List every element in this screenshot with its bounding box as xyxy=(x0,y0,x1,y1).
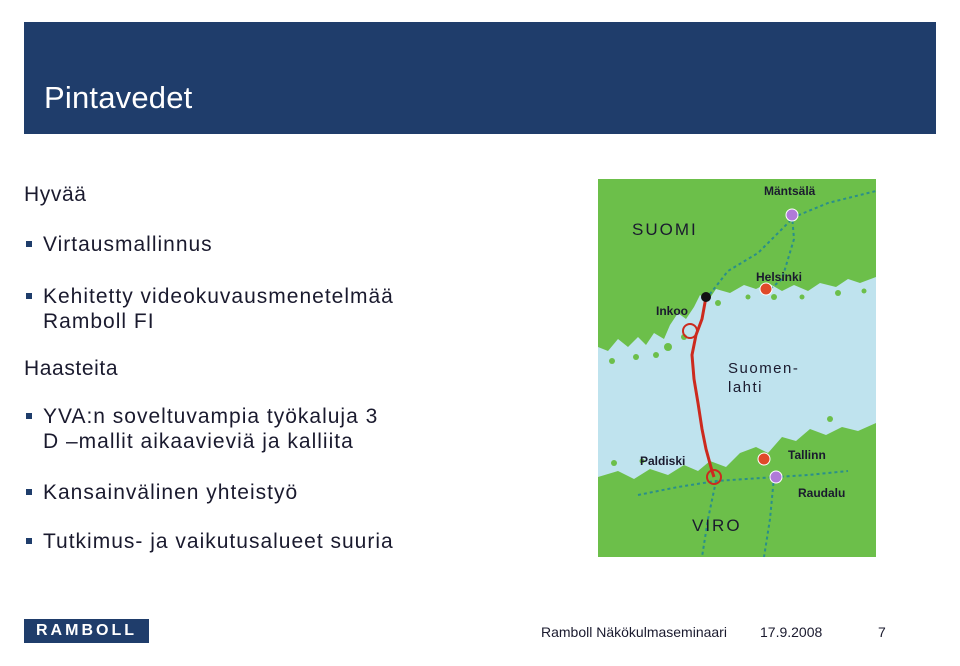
bullet-text: Kansainvälinen yhteistyö xyxy=(43,481,299,504)
marker-tallinn xyxy=(758,453,770,465)
slide-title: Pintavedet xyxy=(44,80,193,115)
bullet-text: Kehitetty videokuvausmenetelmää xyxy=(43,285,394,308)
map-label-suomi: SUOMI xyxy=(632,220,698,239)
footer-date: 17.9.2008 xyxy=(760,624,823,640)
map-label-suomenlahti-2: lahti xyxy=(728,379,764,396)
bullet-text: YVA:n soveltuvampia työkaluja 3 xyxy=(43,405,379,428)
bullet-large-areas xyxy=(24,529,394,554)
section-heading-challenges: Haasteita xyxy=(24,357,119,380)
bullet-international-cooperation xyxy=(24,480,298,505)
pipeline-map xyxy=(598,179,876,557)
map-label-suomenlahti-1: Suomen- xyxy=(728,360,800,377)
map-label-mantsala: Mäntsälä xyxy=(764,184,816,198)
bullet-text-cont: Ramboll FI xyxy=(43,310,155,333)
footer-event: Ramboll Näkökulmaseminaari xyxy=(541,624,727,640)
bullet-text: Virtausmallinnus xyxy=(43,233,213,256)
map-label-inkoo: Inkoo xyxy=(656,304,688,318)
bullet-text: Tutkimus- ja vaikutusalueet suuria xyxy=(43,530,394,553)
map-label-helsinki: Helsinki xyxy=(756,270,803,284)
logo-text: RAMBOLL xyxy=(36,622,137,639)
bullet-eia-tools xyxy=(24,404,378,454)
bullet-video-method xyxy=(24,284,394,334)
map-label-tallinn: Tallinn xyxy=(788,448,826,462)
marker-helsinki xyxy=(760,283,772,295)
marker-mantsala xyxy=(786,209,798,221)
map-label-paldiski: Paldiski xyxy=(640,454,686,468)
bullet-flow-modelling xyxy=(24,232,213,257)
ramboll-logo xyxy=(24,619,149,643)
footer-page-number: 7 xyxy=(878,624,886,640)
map-label-raudalu: Raudalu xyxy=(798,486,846,500)
marker-inkoo-start xyxy=(701,292,711,302)
section-heading-good: Hyvää xyxy=(24,183,87,206)
marker-raudalu xyxy=(770,471,782,483)
bullet-text-cont: D –mallit aikaavieviä ja kalliita xyxy=(43,430,354,453)
title-bar xyxy=(24,22,936,134)
map-label-viro: VIRO xyxy=(692,516,742,535)
